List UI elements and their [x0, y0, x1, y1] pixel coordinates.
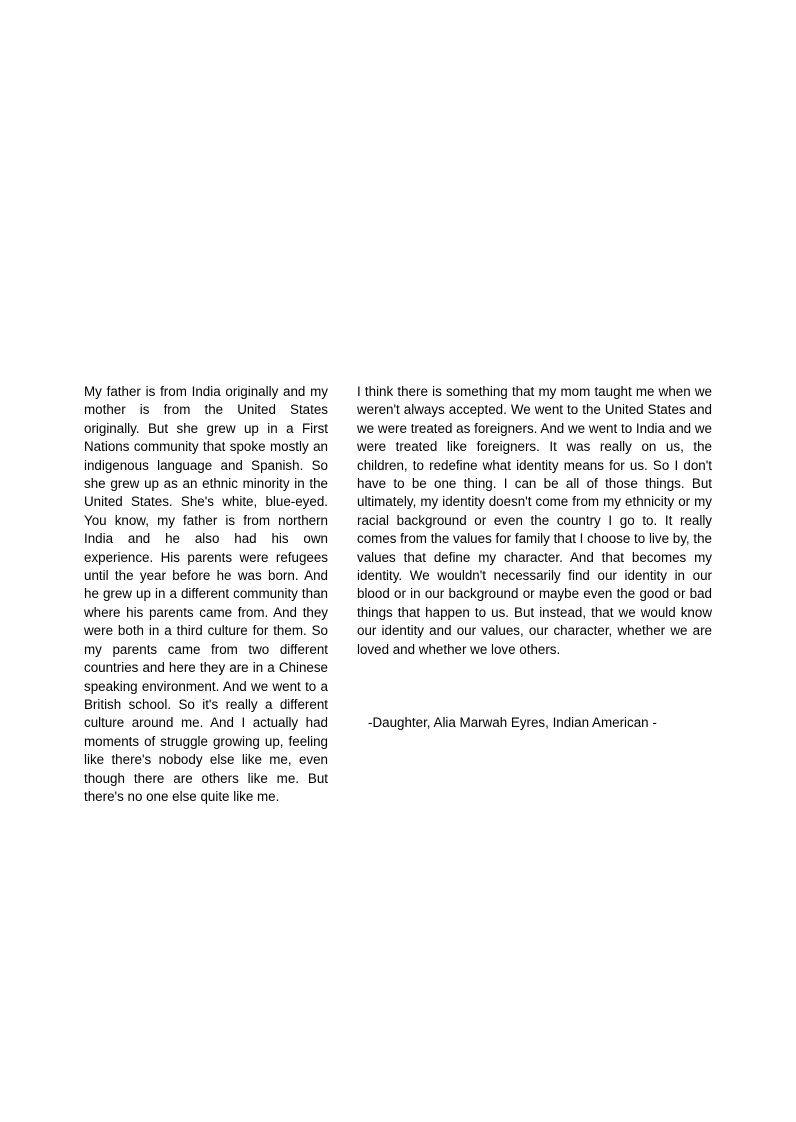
right-column-paragraph: I think there is something that my mom taught me when we weren't always accepted. We went to the United States and we were treated as foreigners. And we went to India and we were treated like foreigners. It was really on us, the children, to redefine what identity means for us. So I don't have to be one thing. I can be all of those things. But ultimately, my identity doesn't come from my ethnicity or my racial background or even the country I go to. It really comes from the values for family that I choose to live by, the values that define my character. And that becomes my identity. We wouldn't necessarily find our identity in our blood or in our background or maybe even the good or bad things that happen to us. But instead, that we would know our identity and our values, our character, whether we are loved and whether we love others.: [357, 384, 712, 657]
left-column-paragraph: My father is from India originally and my mother is from the United States originally. But she grew up in a First Nations community that spoke mostly an indigenous language and Spanish. So she grew up as an ethnic minority in the United States. She's white, blue-eyed. You know, my father is from northern India and he also had his own experience. His parents were refugees until the year before he was born. And he grew up in a different community than where his parents came from. And they were both in a third culture for them. So my parents came from two different countries and here they are in a Chinese speaking environment. And we went to a British school. So it's really a different culture around me. And I actually had moments of struggle growing up, feeling like there's nobody else like me, even though there are others like me. But there's no one else quite like me.: [84, 384, 328, 804]
attribution-line: -Daughter, Alia Marwah Eyres, Indian American -: [368, 715, 657, 730]
